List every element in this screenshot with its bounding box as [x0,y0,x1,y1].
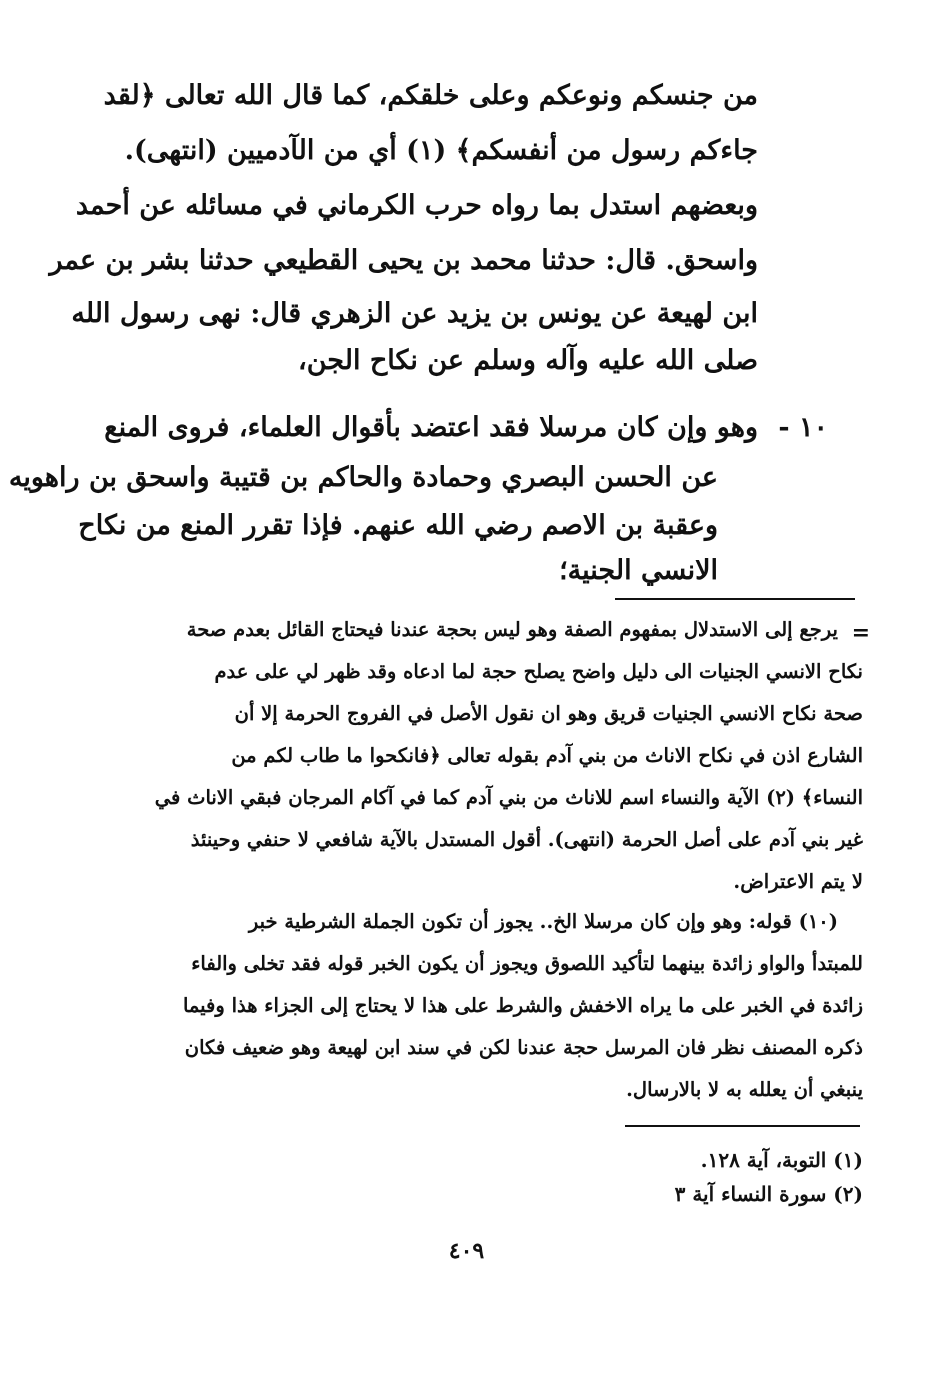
main-text-line: جاءكم رسول من أنفسكم﴾ (١) أي من الآدميين (انتهى). [124,135,758,166]
note-10-line: للمبتدأ والواو زائدة بينهما لتأكيد اللصوق ويجوز أن يكون الخبر قوله فقد تخلى والفاء [191,952,863,975]
commentary-line: لا يتم الاعتراض. [733,870,863,893]
footnote-rule [625,1125,860,1127]
commentary-line: نكاح الانسي الجنيات الى دليل واضح يصلح حجة لما ادعاه وقد ظهر لي على عدم [214,660,863,683]
section-text-line: عن الحسن البصري وحمادة والحاكم بن قتيبة واسحق بن راهويه [8,462,718,493]
commentary-line: الشارع اذن في نكاح الاناث من بني آدم بقوله تعالى ﴿فانكحوا ما طاب لكم من [231,744,863,767]
note-10-label: (١٠) قوله: [748,910,838,933]
commentary-line: يرجع إلى الاستدلال بمفهوم الصفة وهو ليس بحجة عندنا فيحتاج القائل بعدم صحة [186,618,838,641]
footnote-2: (٢) سورة النساء آية ٣ [674,1182,863,1206]
note-10-first-line [98,910,838,933]
main-text-line: صلى الله عليه وآله وسلم عن نكاح الجن، [298,345,758,376]
note-10-line: ذكره المصنف نظر فان المرسل حجة عندنا لكن في سند ابن لهيعة وهو ضعيف فكان [184,1036,863,1059]
continuation-mark: = [851,620,870,646]
section-number: ١٠ - [778,412,828,443]
note-10-line: زائدة في الخبر على ما يراه الاخفش والشرط على هذا لا يحتاج إلى الجزاء هذا وفيما [182,994,863,1017]
section-text-line: الانسي الجنية؛ [559,555,718,586]
footnote-1: (١) التوبة، آية ١٢٨. [700,1148,863,1172]
section-text-line: وعقبة بن الاصم رضي الله عنهم. فإذا تقرر المنع من نكاح [78,510,718,541]
commentary-line: النساء﴾ (٢) الآية والنساء اسم للاناث من بني آدم كما في آكام المرجان فبقي الاناث في [154,786,863,809]
section-text-line: وهو وإن كان مرسلا فقد اعتضد بأقوال العلماء، فروى المنع [104,412,758,443]
page-number: ٤٠٩ [448,1238,485,1264]
main-text-line: وبعضهم استدل بما رواه حرب الكرماني في مسائله عن أحمد [75,190,758,221]
note-10-text: وهو وإن كان مرسلا الخ.. يجوز أن تكون الجملة الشرطية خبر [248,910,742,933]
separator-rule [615,598,855,600]
main-text-line: واسحق. قال: حدثنا محمد بن يحيى القطيعي حدثنا بشر بن عمر [49,245,758,276]
commentary-line: صحة نكاح الانسي الجنيات قريق وهو ان نقول الأصل في الفروج الحرمة إلا أن [234,702,863,725]
note-10-line: ينبغي أن يعلله به لا بالارسال. [626,1078,863,1101]
commentary-line: غير بني آدم على أصل الحرمة (انتهى). أقول المستدل بالآية شافعي لا حنفي وحينئذ [190,828,863,851]
main-text-line: ابن لهيعة عن يونس بن يزيد عن الزهري قال: نهى رسول الله [71,298,758,329]
main-text-line: من جنسكم ونوعكم وعلى خلقكم، كما قال الله تعالى ﴿لقد [103,80,758,111]
